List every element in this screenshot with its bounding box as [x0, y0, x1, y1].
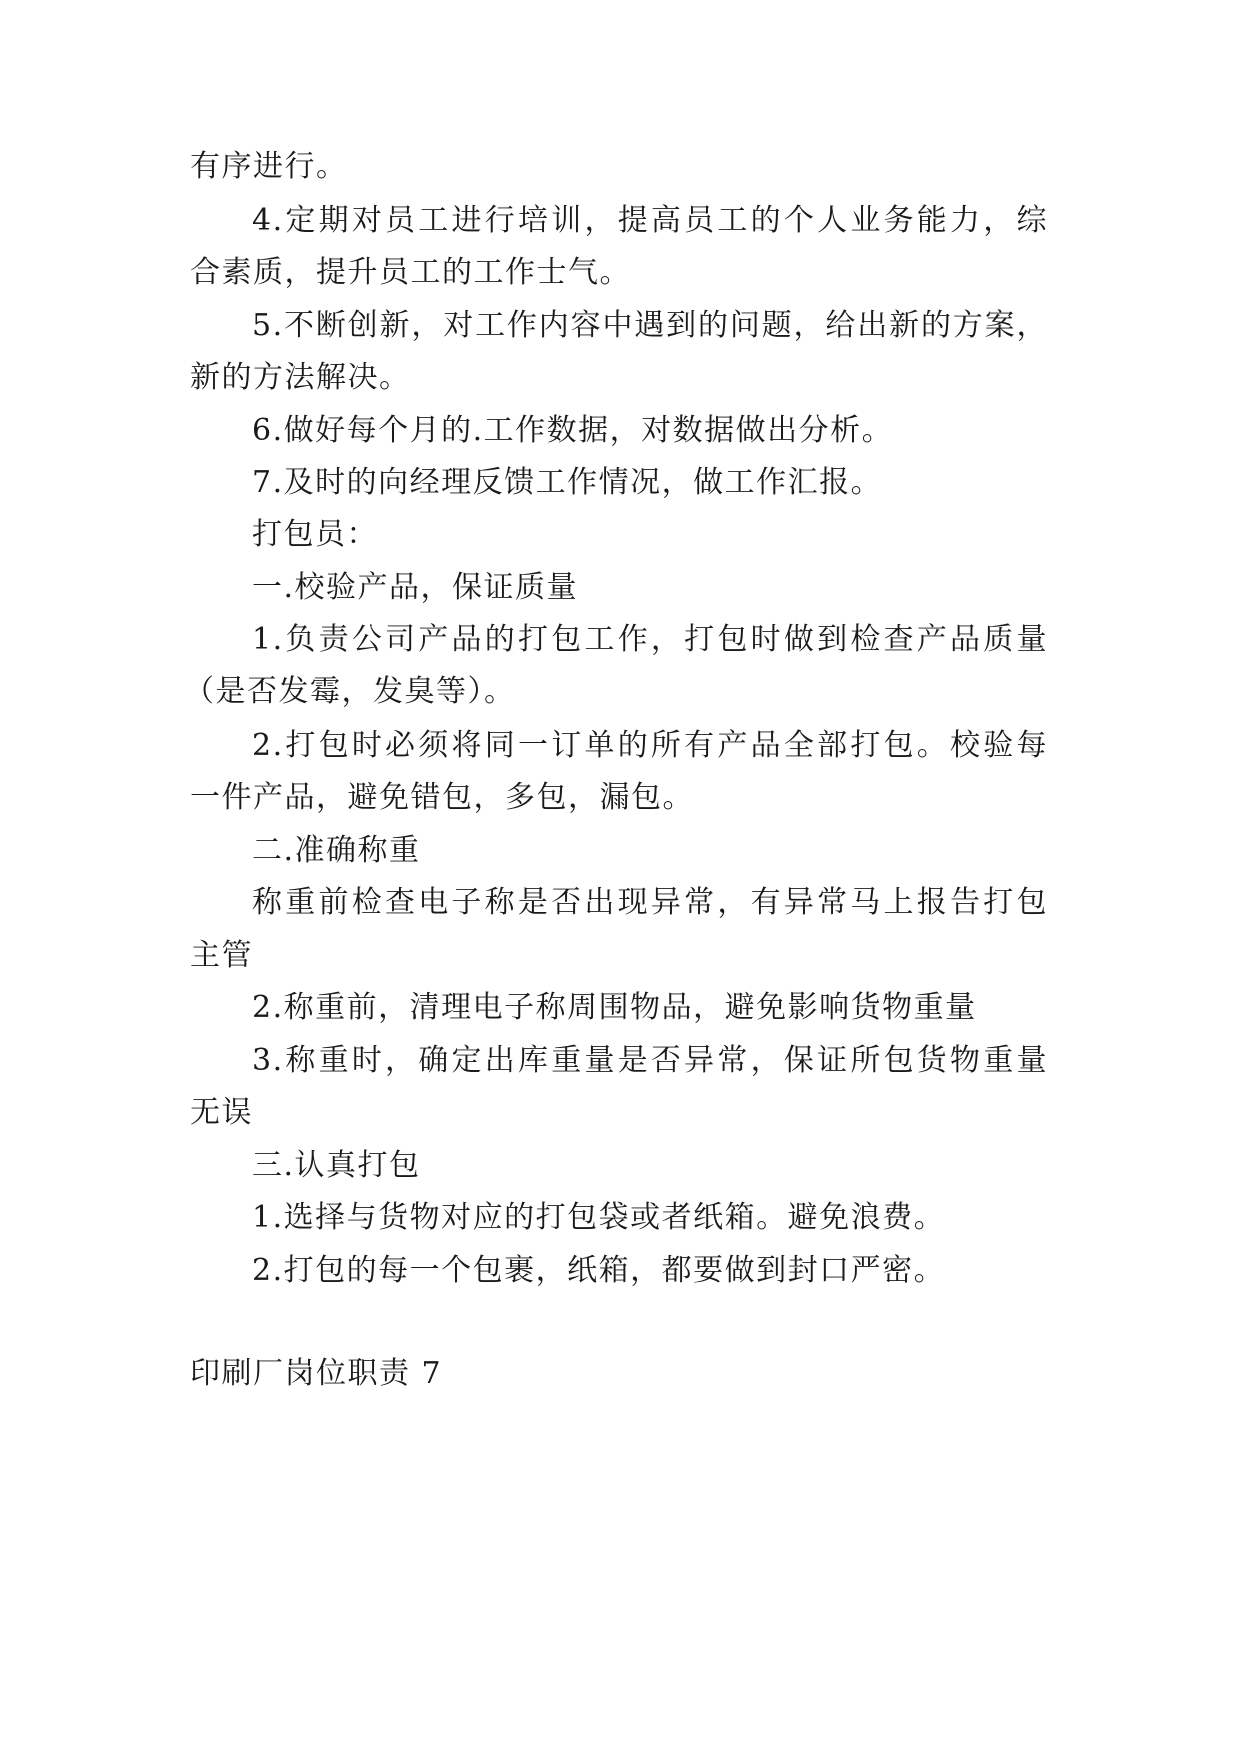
text-line: 6.做好每个月的.工作数据，对数据做出分析。: [252, 413, 894, 448]
text-line: 4.定期对员工进行培训，提高员工的个人业务能力，综: [252, 203, 1048, 238]
text-line: 3.称重时，确定出库重量是否异常，保证所包货物重量: [252, 1043, 1048, 1078]
text-line: 合素质，提升员工的工作士气。: [190, 255, 631, 290]
text-line: 有序进行。: [190, 149, 348, 184]
text-line: 2.打包时必须将同一订单的所有产品全部打包。校验每: [252, 728, 1048, 763]
text-line: 一.校验产品，保证质量: [252, 570, 579, 605]
text-line: 二.准确称重: [252, 833, 421, 868]
text-line: 三.认真打包: [252, 1148, 421, 1183]
text-line: 2.称重前，清理电子称周围物品，避免影响货物重量: [252, 990, 977, 1025]
text-line: 一件产品，避免错包，多包，漏包。: [190, 780, 694, 815]
text-line: 新的方法解决。: [190, 360, 411, 395]
text-line: 2.打包的每一个包裹，纸箱，都要做到封口严密。: [252, 1253, 946, 1288]
text-line: 1.选择与货物对应的打包袋或者纸箱。避免浪费。: [252, 1200, 946, 1235]
text-line: （是否发霉，发臭等）。: [184, 674, 516, 709]
text-line: 称重前检查电子称是否出现异常，有异常马上报告打包: [252, 885, 1048, 920]
text-line: 1.负责公司产品的打包工作，打包时做到检查产品质量: [252, 622, 1048, 657]
text-line: 5.不断创新，对工作内容中遇到的问题，给出新的方案，: [252, 308, 1048, 343]
section-heading: 印刷厂岗位职责 7: [190, 1356, 443, 1391]
text-line: 主管: [190, 938, 253, 973]
text-line: 7.及时的向经理反馈工作情况，做工作汇报。: [252, 465, 883, 500]
text-line: 打包员：: [252, 517, 378, 552]
text-line: 无误: [190, 1095, 253, 1130]
